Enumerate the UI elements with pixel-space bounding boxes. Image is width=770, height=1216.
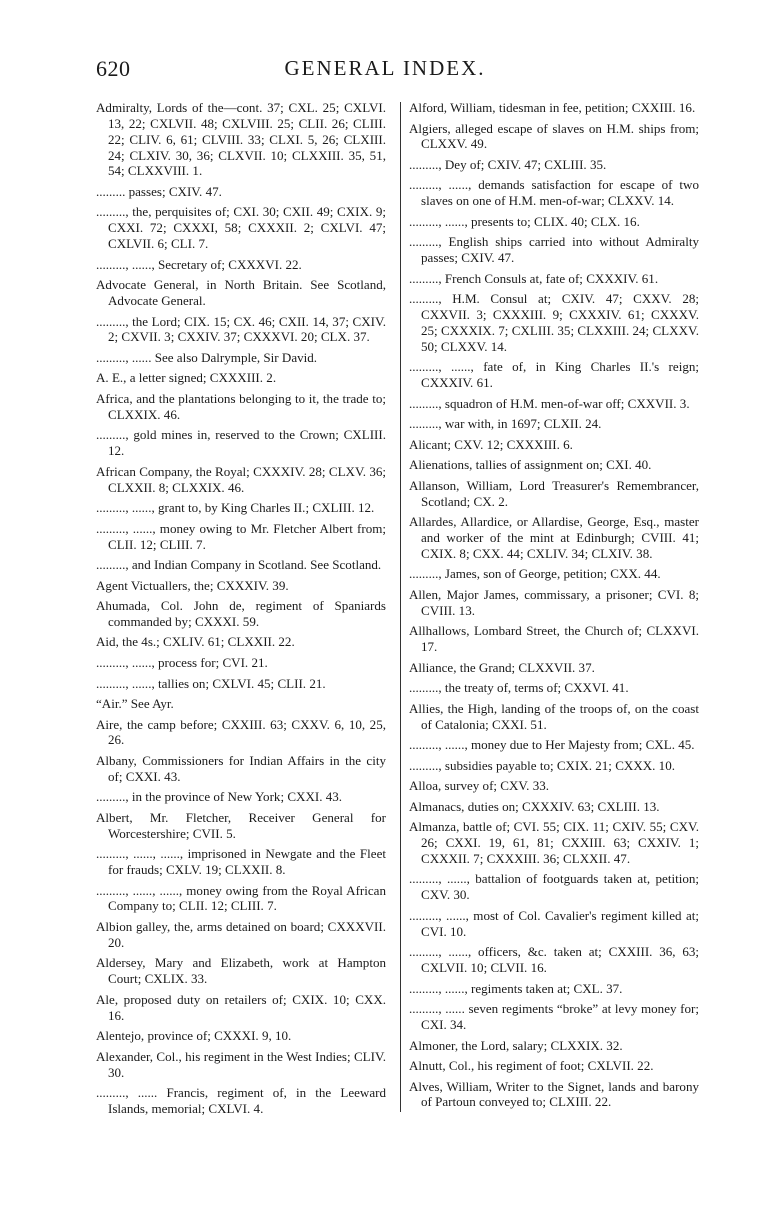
index-entry: ........., squadron of H.M. men-of-war off; CXXVII. 3. — [409, 395, 690, 411]
index-entry: ........., in the province of New York; CXXI. 43. — [96, 789, 343, 805]
page-number: 620 — [96, 56, 131, 81]
index-entry: ........., ......, demands satisfaction for escape of two slaves on one of H.M. men-of-war; CLXXV. 14. — [409, 177, 699, 209]
index-entry: Alliance, the Grand; CLXXVII. 37. — [409, 659, 595, 675]
index-entry: ........., ......, officers, &c. taken at; CXXIII. 36, 63; CXLVII. 10; CLVII. 16. — [409, 944, 699, 976]
index-entry: Alford, William, tidesman in fee, petition; CXXIII. 16. — [409, 100, 696, 115]
index-entry: Alicant; CXV. 12; CXXXIII. 6. — [409, 436, 573, 452]
index-entry: Allardes, Allardice, or Allardise, George, Esq., master and worker of the mint at Edinburgh; CVIII. 41; CXIX. 8; CXX. 44; CXLIV. 34; CLXIV. 38. — [409, 514, 699, 561]
index-entry: Alexander, Col., his regiment in the West Indies; CLIV. 30. — [96, 1048, 386, 1080]
index-entry: Almanacs, duties on; CXXXIV. 63; CXLIII. 13. — [409, 798, 660, 814]
index-entry: ........., and Indian Company in Scotland. See Scotland. — [96, 557, 382, 573]
index-entry: Almoner, the Lord, salary; CLXXIX. 32. — [409, 1037, 623, 1053]
page-title: GENERAL INDEX. — [284, 56, 486, 80]
index-entry: Allen, Major James, commissary, a prisoner; CVI. 8; CVIII. 13. — [409, 586, 699, 618]
column-divider — [400, 102, 401, 1112]
index-entry: A. E., a letter signed; CXXXIII. 2. — [96, 370, 277, 386]
index-entry: ........., ...... See also Dalrymple, Sir David. — [96, 349, 318, 365]
index-entry: ........., ......, ......, money owing from the Royal African Company to; CLII. 12; CLIII. 7. — [96, 882, 386, 914]
index-entry: Allies, the High, landing of the troops of, on the coast of Catalonia; CXXI. 51. — [409, 700, 699, 732]
index-entry: ........., war with, in 1697; CLXII. 24. — [409, 416, 602, 432]
index-entry: ......... passes; CXIV. 47. — [96, 183, 222, 199]
index-entry: Almanza, battle of; CVI. 55; CIX. 11; CXIV. 55; CXV. 26; CXXI. 19, 61, 81; CXXIII. 63; CXXIV. 1; CXXXII. 7; CXXXIII. 36; CLXXII. 47. — [409, 819, 699, 866]
index-entry: ........., ......, money owing to Mr. Fletcher Albert from; CLII. 12; CLIII. 7. — [96, 520, 386, 552]
index-entry: ........., French Consuls at, fate of; CXXXIV. 61. — [409, 270, 659, 286]
index-entry: ........., ......, money due to Her Majesty from; CXL. 45. — [409, 737, 695, 753]
index-entry: Alienations, tallies of assignment on; CXI. 40. — [409, 457, 652, 473]
index-entry: ........., the, perquisites of; CXI. 30; CXII. 49; CXIX. 9; CXXI. 72; CXXXI, 58; CXXXII. 2; CXLVI. 47; CXLVII. 6; CLI. 7. — [96, 204, 386, 252]
index-entry: ........., subsidies payable to; CXIX. 21; CXXX. 10. — [409, 757, 675, 773]
index-entry: Albion galley, the, arms detained on board; CXXXVII. 20. — [96, 919, 386, 950]
index-entry: Agent Victuallers, the; CXXXIV. 39. — [96, 577, 289, 593]
index-column-right — [409, 100, 699, 1115]
index-entry: ........., ......, presents to; CLIX. 40; CLX. 16. — [409, 213, 640, 229]
index-entry: ........., ......, fate of, in King Charles II.'s reign; CXXXIV. 61. — [409, 359, 699, 391]
index-entry: ........., James, son of George, petition; CXX. 44. — [409, 566, 661, 582]
index-entry: ........., ...... seven regiments “broke” at levy money for; CXI. 34. — [409, 1001, 699, 1032]
index-entry: ........., ......, process for; CVI. 21. — [96, 655, 268, 670]
index-entry: Allhallows, Lombard Street, the Church of; CLXXVI. 17. — [409, 623, 699, 655]
index-entry: Africa, and the plantations belonging to it, the trade to; CLXXIX. 46. — [96, 391, 386, 422]
index-entry: ........., ...... Francis, regiment of, in the Leeward Islands, memorial; CXLVI. 4. — [96, 1085, 386, 1116]
index-entry: ........., English ships carried into without Admiralty passes; CXIV. 47. — [409, 234, 699, 266]
index-entry: ........., H.M. Consul at; CXIV. 47; CXXV. 28; CXXVII. 3; CXXXIII. 9; CXXXIV. 61; CXXXV. 25; CXXXIX. 7; CXLIII. 35; CLXXIII. 24; CLXXV. 50; CLXXV. 14. — [409, 291, 699, 354]
index-entry: ........., Dey of; CXIV. 47; CXLIII. 35. — [409, 156, 607, 172]
page-header — [0, 56, 770, 88]
index-entry: Algiers, alleged escape of slaves on H.M. ships from; CLXXV. 49. — [409, 120, 699, 152]
index-entry: ........., the treaty of, terms of; CXXVI. 41. — [409, 680, 629, 696]
index-entry: ........., ......, regiments taken at; CXL. 37. — [409, 980, 623, 996]
index-entry: ........., ......, tallies on; CXLVI. 45; CLII. 21. — [96, 675, 326, 691]
index-entry: Allanson, William, Lord Treasurer's Remembrancer, Scotland; CX. 2. — [409, 477, 699, 509]
index-entry: Albany, Commissioners for Indian Affairs in the city of; CXXI. 43. — [96, 752, 386, 784]
index-entry: ........., ......, most of Col. Cavalier's regiment killed at; CVI. 10. — [409, 907, 699, 939]
index-column-left — [96, 100, 386, 1121]
index-entry: Alloa, survey of; CXV. 33. — [409, 778, 550, 794]
index-entry: Albert, Mr. Fletcher, Receiver General for Worcestershire; CVII. 5. — [96, 809, 386, 841]
index-entry: Alves, William, Writer to the Signet, lands and barony of Partoun conveyed to; CLXIII. 22. — [409, 1078, 699, 1110]
index-entry: Ahumada, Col. John de, regiment of Spaniards commanded by; CXXXI. 59. — [96, 598, 386, 629]
index-entry: ........., gold mines in, reserved to the Crown; CXLIII. 12. — [96, 427, 386, 459]
index-entry: “Air.” See Ayr. — [96, 696, 174, 712]
index-entry: African Company, the Royal; CXXXIV. 28; CLXV. 36; CLXXII. 8; CLXXIX. 46. — [96, 463, 386, 495]
index-entry: ........., ......, Secretary of; CXXXVI. 22. — [96, 256, 302, 272]
index-entry: Aid, the 4s.; CXLIV. 61; CLXXII. 22. — [96, 634, 295, 650]
index-entry: Alnutt, Col., his regiment of foot; CXLVII. 22. — [409, 1058, 654, 1074]
index-entry: Aldersey, Mary and Elizabeth, work at Hampton Court; CXLIX. 33. — [96, 955, 386, 987]
index-entry: ........., ......, grant to, by King Charles II.; CXLIII. 12. — [96, 500, 375, 516]
index-entry: ........., the Lord; CIX. 15; CX. 46; CXII. 14, 37; CXIV. 2; CXVII. 3; CXXIV. 37; CXXXVI. 20; CLX. 37. — [96, 313, 386, 345]
index-entry: ........., ......, battalion of footguards taken at, petition; CXV. 30. — [409, 871, 699, 903]
index-entry: Ale, proposed duty on retailers of; CXIX. 10; CXX. 16. — [96, 991, 386, 1023]
index-entry: Aire, the camp before; CXXIII. 63; CXXV. 6, 10, 25, 26. — [96, 716, 386, 748]
index-entry: Alentejo, province of; CXXXI. 9, 10. — [96, 1028, 292, 1044]
index-entry: Admiralty, Lords of the—cont. 37; CXL. 25; CXLVI. 13, 22; CXLVII. 48; CXLVIII. 25; CLII. 26; CLIII. 22; CLIV. 6, 61; CLVIII. 33; CLXI. 5, 26; CLXIII. 24; CLXIV. 30, 36; CLXVII. 10; CLXXIII. 35, 51, 54; CLXXVIII. 1. — [96, 100, 386, 179]
index-entry: ........., ......, ......, imprisoned in Newgate and the Fleet for frauds; CXLV. 19; CLXXII. 8. — [96, 846, 386, 878]
index-entry: Advocate General, in North Britain. See Scotland, Advocate General. — [96, 277, 386, 309]
